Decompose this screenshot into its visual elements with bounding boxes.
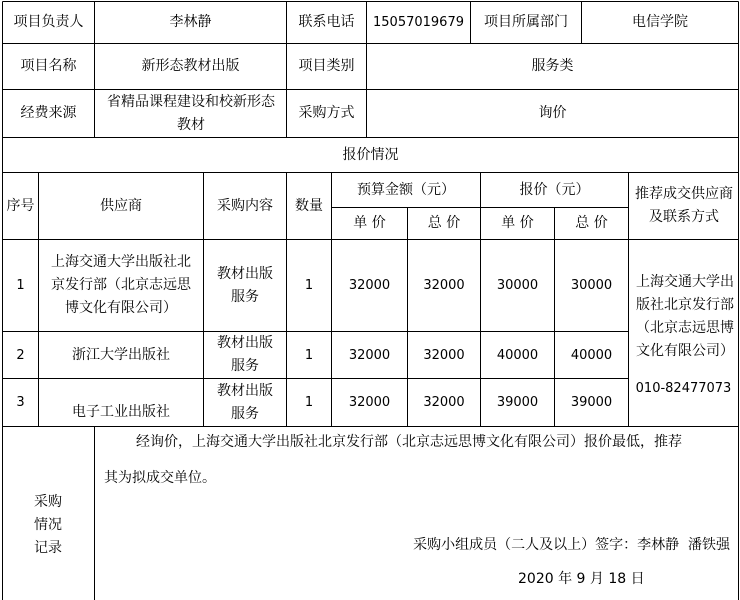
- col-recommend: 推荐成交供应商及联系方式: [635, 186, 733, 225]
- row2-content: 教材出版服务: [217, 335, 273, 374]
- row1-supplier: 上海交通大学出版社北京发行部（北京志远思博文化有限公司）: [51, 254, 191, 316]
- row1-budget-total: 32000: [423, 278, 465, 293]
- record-signature: 采购小组成员（二人及以上）签字：李林静 潘铁强: [413, 536, 730, 553]
- recommended-phone: 010-82477073: [635, 380, 732, 396]
- dept-label: 项目所属部门: [484, 14, 568, 30]
- row3-budget-total: 32000: [423, 395, 465, 410]
- project-name-label: 项目名称: [20, 58, 77, 74]
- phone-label: 联系电话: [298, 14, 355, 30]
- recommended-supplier: 上海交通大学出版社北京发行部（北京志远思博文化有限公司）: [636, 273, 734, 359]
- row2-offer-total: 40000: [570, 347, 613, 363]
- col-offer-total: 总 价: [575, 215, 608, 231]
- row1-offer-total: 30000: [570, 278, 613, 293]
- record-date: 2020 年 9 月 18 日: [518, 570, 645, 587]
- row2-offer-unit: 40000: [496, 347, 539, 363]
- row2-qty: 1: [304, 347, 314, 363]
- row3-qty: 1: [304, 395, 314, 410]
- col-supplier: 供应商: [100, 197, 142, 214]
- col-budget: 预算金额（元）: [357, 181, 455, 198]
- method-label: 采购方式: [298, 105, 355, 121]
- row3-offer-unit: 39000: [496, 395, 539, 410]
- method-value: 询价: [538, 105, 567, 121]
- fund-source-label: 经费来源: [20, 105, 77, 121]
- row3-seq: 3: [16, 395, 25, 410]
- col-content: 采购内容: [217, 197, 273, 214]
- row2-supplier: 浙江大学出版社: [72, 346, 170, 363]
- row2-seq: 2: [16, 347, 25, 363]
- row2-budget-unit: 32000: [348, 347, 391, 363]
- col-offer-unit: 单 价: [501, 215, 534, 231]
- row3-budget-unit: 32000: [348, 395, 391, 410]
- row1-content: 教材出版服务: [217, 265, 273, 305]
- leader-label: 项目负责人: [13, 14, 84, 30]
- dept-value: 电信学院: [632, 14, 688, 30]
- record-text-line2: 其为拟成交单位。: [104, 469, 216, 486]
- row1-offer-unit: 30000: [496, 278, 539, 293]
- row1-seq: 1: [16, 278, 25, 293]
- fund-source-value: 省精品课程建设和校新形态教材: [107, 93, 275, 133]
- col-offer: 报价（元）: [519, 181, 590, 198]
- col-budget-total: 总 价: [427, 215, 461, 231]
- col-seq: 序号: [6, 197, 35, 214]
- leader-value: 李林静: [169, 14, 212, 30]
- row1-budget-unit: 32000: [348, 278, 391, 293]
- row3-offer-total: 39000: [570, 395, 613, 410]
- category-label: 项目类别: [298, 58, 355, 74]
- col-qty: 数量: [295, 197, 323, 214]
- record-text-line1: 经询价，上海交通大学出版社北京发行部（北京志远思博文化有限公司）报价最低，推荐: [136, 433, 682, 450]
- row3-supplier: 电子工业出版社: [72, 403, 170, 420]
- col-budget-unit: 单 价: [353, 215, 386, 231]
- quote-section-title: 报价情况: [342, 146, 399, 163]
- record-label: 采购情况记录: [34, 493, 62, 556]
- row2-budget-total: 32000: [423, 347, 465, 363]
- project-name-value: 新形态教材出版: [141, 58, 240, 74]
- category-value: 服务类: [531, 58, 574, 74]
- row1-qty: 1: [304, 278, 314, 293]
- row3-content: 教材出版服务: [217, 382, 273, 422]
- phone-value: 15057019679: [373, 15, 464, 30]
